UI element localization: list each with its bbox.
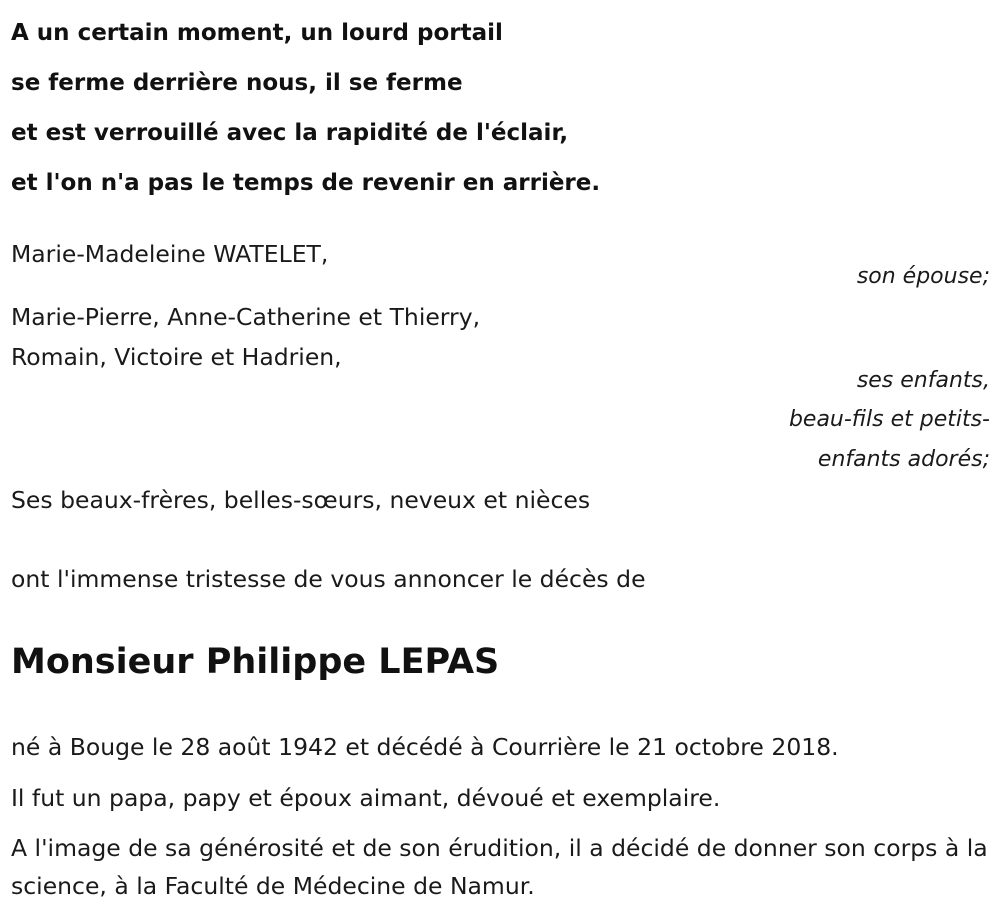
children-relation-line2: beau-fils et petits- — [788, 407, 990, 432]
spouse-relation: son épouse; — [856, 264, 990, 289]
poem-line: et est verrouillé avec la rapidité de l'éclair, — [11, 120, 569, 146]
poem-block — [11, 8, 971, 208]
tribute-line: Il fut un papa, papy et époux aimant, dévoué et exemplaire. — [11, 784, 721, 812]
children-names-line2: Romain, Victoire et Hadrien, — [11, 343, 342, 371]
deceased-name: Monsieur Philippe LEPAS — [11, 642, 500, 682]
in-laws-line: Ses beaux-frères, belles-sœurs, neveux et nièces — [11, 486, 591, 514]
poem-line: et l'on n'a pas le temps de revenir en arrière. — [11, 170, 601, 196]
donation-paragraph: A l'image de sa générosité et de son érudition, il a décidé de donner son corps à la science, à la Faculté de Médecine de Namur. — [11, 834, 988, 900]
children-relation-line3: enfants adorés; — [817, 447, 990, 472]
children-names-line1: Marie-Pierre, Anne-Catherine et Thierry, — [11, 303, 481, 331]
poem-line: se ferme derrière nous, il se ferme — [11, 70, 463, 96]
children-relation-line1: ses enfants, — [856, 368, 990, 393]
birth-death-line: né à Bouge le 28 août 1942 et décédé à Courrière le 21 octobre 2018. — [11, 733, 839, 761]
spouse-name: Marie-Madeleine WATELET, — [11, 240, 329, 268]
announcement-line: ont l'immense tristesse de vous annoncer le décès de — [11, 565, 646, 593]
poem-line: A un certain moment, un lourd portail — [11, 20, 503, 46]
